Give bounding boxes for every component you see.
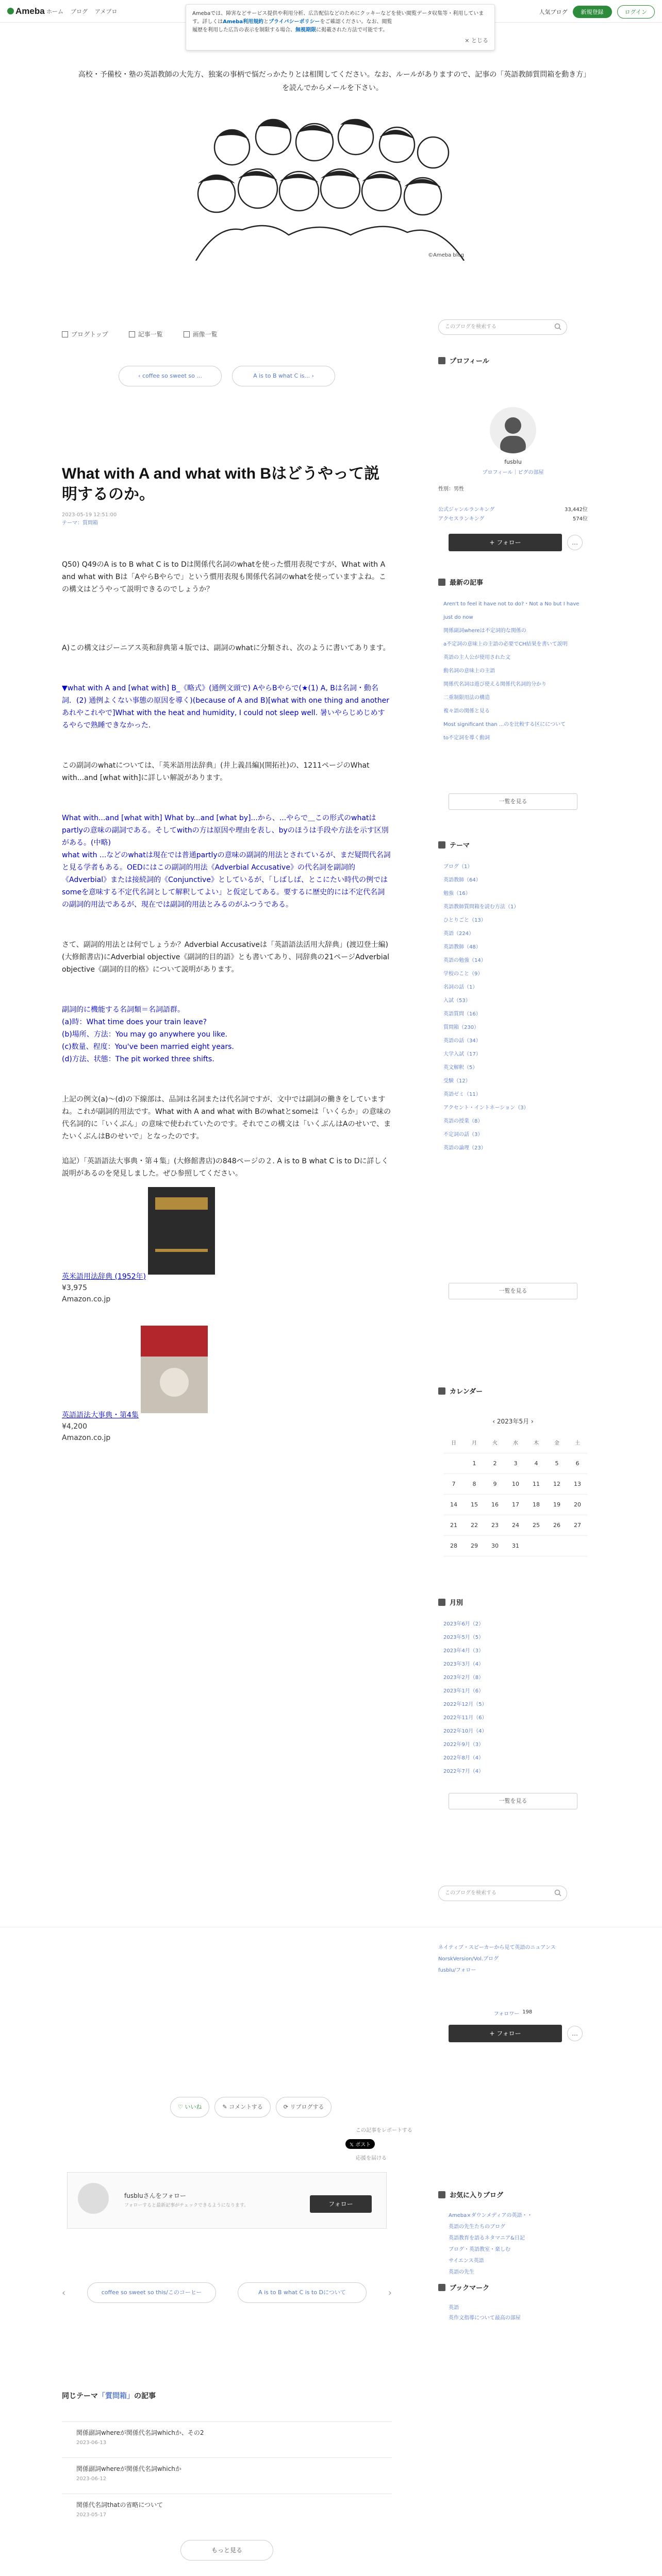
archive-item[interactable]: 2023年3月（4） [443,1662,484,1667]
followers-row[interactable] [438,2009,588,2017]
notice-text-3: と [263,19,269,25]
example-d: (d)方法、状態：The pit worked three shifts. [62,1055,214,1063]
example-b: (b)場所、方法：You may go anywhere you like. [62,1030,228,1039]
calendar-day [567,1535,588,1556]
theme-item[interactable]: 大学入試（17） [443,1052,481,1057]
theme-item[interactable]: 名詞の話（1） [443,985,478,990]
recent-icon [438,579,445,586]
calendar-day: 23 [485,1515,505,1535]
favorite-item[interactable]: 英語の先生 [449,2269,474,2275]
bookmark-list [449,2303,521,2324]
book-1-link[interactable]: 英米語用法辞典 (1952年) [62,1273,146,1281]
blog-nav [62,330,218,338]
prev-article-button[interactable]: ‹ coffee so sweet so ... [119,366,222,386]
paragraph-addendum: 追記）「英語語法大事典・第４集」(大修館書店)の848ページの２. A is to B what C is to Dに詳しく説明があるのを発見しました。ぜひ参照してください。 [62,1157,389,1178]
blog-description: 高校・予備校・塾の英語教師の大先方、独案の事柄で悩だっかたりとは相関してください。なお、ルールがありますので、記事の「英語教師質問箱を動き方」を読んでからメールを下さい。 [78,71,587,92]
calendar-heading [438,1386,483,1396]
calendar-day: 26 [547,1515,567,1535]
follow-card [67,2172,387,2229]
theme-icon [438,841,445,849]
calendar-day: 15 [464,1494,485,1515]
archive-item[interactable]: 2023年6月（2） [443,1621,484,1627]
calendar-week [443,1453,588,1473]
theme-heading [438,840,470,850]
comment-button[interactable]: ✎ コメントする [214,2097,270,2117]
profile-avatar[interactable] [490,407,536,453]
theme-item[interactable]: ブログ（1） [443,864,473,870]
archive-heading-label: 月別 [450,1599,464,1607]
next-mid-label: A is to B what C is to Dについて [258,2289,346,2296]
cookie-notice [186,4,495,50]
notice-close-label: とじる [471,37,488,44]
calendar-day: 1 [464,1453,485,1473]
paragraph-usage-quote-2: what with ...などのwhatは現在では普通partlyの意味の副詞的用法とされているが、まだ疑問代名詞と見る学者もある。OEDにはこの副詞的用法《Adverbial Accusative》の代名詞を副詞的《Adverbial》または接続詞的《Conjunctive》としているが、「しばしば、とこにたい時代の例ではsomeを意味する不定代名詞として解釈してよい」と仮定してある。要するに歴史的には不定代名詞の副詞的用法であるが、現在では副詞的用法とみるのがふつうである。 [62,851,391,909]
calendar-weekdays [443,1432,588,1453]
prev-article-button-mid[interactable] [87,2282,216,2303]
calendar-day: 2 [485,1453,505,1473]
paragraph-adverbial: さて、副詞的用法とは何でしょうか？Adverbial Accusativeは「英語語法活用大辞典」(渡辺登士編)(大修館書店)にAdverbial objective《副詞的目的語》とも書いてあり、同辞典の21ページAdverbial objective《副詞的目的格》について説明があります。 [62,941,390,974]
more-options-button[interactable]: … [567,535,583,550]
calendar-day: 22 [464,1515,485,1535]
related-date: 2023-06-13 [76,2440,107,2446]
calendar-day: 3 [505,1453,526,1473]
followers-count: 198 [522,2009,533,2015]
calendar-icon [438,1387,445,1395]
calendar-day: 28 [443,1535,464,1556]
calendar-day: 17 [505,1494,526,1515]
like-label: いいね [185,2104,202,2110]
list-item[interactable] [62,2458,392,2494]
archive-item[interactable]: 2022年10月（4） [443,1728,487,1734]
search-placeholder: このブログを検索する [445,324,496,330]
theme-item[interactable]: 英語の話（34） [443,1038,481,1044]
next-article-button-mid[interactable] [238,2282,367,2303]
search-icon [554,1889,561,1896]
calendar-day: 5 [547,1453,567,1473]
related-date: 2023-05-17 [76,2512,107,2518]
calendar-day: 11 [526,1473,547,1494]
theme-list [443,860,583,1155]
bookmark-item[interactable]: 英語 [449,2305,459,2311]
reblog-label: リブログする [290,2104,324,2110]
theme-item[interactable]: 英語の論理（23） [443,1145,486,1151]
related-title: 関係副詞whereが関係代名詞whichか [76,2465,181,2472]
sidebar-link[interactable]: NorskVersion/Vol.ブログ [438,1956,499,1962]
recent-item[interactable]: 二重制限用法の構造 [443,695,490,701]
example-list [62,1004,392,1065]
book-card-1[interactable] [62,1187,392,1305]
login-button[interactable]: ログイン [617,5,655,19]
image-list-link[interactable] [184,330,218,338]
weekday-label: 土 [567,1432,588,1453]
recent-item[interactable]: a不定詞の意味上の主語の必要でCH結果を書いて説明 [443,641,568,647]
archive-item[interactable]: 2022年8月（4） [443,1755,484,1761]
calendar-day: 9 [485,1473,505,1494]
calendar-day: 19 [547,1494,567,1515]
related-more-button[interactable]: もっと見る [180,2540,273,2561]
blog-top-link[interactable] [62,330,108,338]
search-placeholder-2: このブログを検索する [445,1890,496,1896]
calendar-day: 21 [443,1515,464,1535]
favorites-list [449,2210,588,2278]
calendar-week [443,1473,588,1494]
sidebar-follow-label: フォロー [496,539,521,546]
recent-more-button[interactable]: 一覧を見る [449,793,577,810]
related-heading [62,2391,156,2401]
recent-item[interactable]: Most significant than ...のを比較する区にについて [443,722,566,727]
x-post-label: ポスト [355,2142,371,2148]
article-list-label: 記事一覧 [138,331,163,338]
avatar-image [490,407,536,453]
like-button[interactable]: ♡ いいね [170,2097,209,2117]
nav-home[interactable]: ホーム [46,8,63,15]
popular-blogs-link[interactable]: 人気ブログ [539,9,568,15]
recent-item[interactable]: 関係副詞whereは不定詞的な関係の [443,628,526,634]
illustration-caption: ©Ameba blog [428,252,464,258]
favorites-heading-label: お気に入りブログ [450,2192,504,2199]
recent-item[interactable]: to不定詞を導く動詞 [443,735,490,741]
example-c: (c)数量、程度：You've been married eight years. [62,1043,234,1051]
weekday-label: 水 [505,1432,526,1453]
related-title: 関係代名詞thatの省略について [76,2501,163,2509]
profile-icon [438,357,445,364]
book-1-price: ¥3,975 [62,1284,87,1292]
recent-list [443,598,583,745]
bookmark-icon [438,2284,445,2291]
theme-item[interactable]: ひとりごと（13） [443,918,486,923]
home-icon [62,331,68,337]
archive-list [443,1618,583,1778]
comment-label: コメントする [229,2104,263,2110]
paragraph-reference: この副詞のwhatについては、「英米語用法辞典」(井上義昌編)(開拓社)の、1211ページのWhat with...and [what with]に詳しい解説があります。 [62,761,370,782]
book-2-cover-image [141,1326,208,1413]
notice-text-6: に掲載された方法で可能です。 [316,27,388,33]
notice-text-2: 等・利用しています。詳しくは [192,11,484,25]
article [62,464,392,1444]
theme-item[interactable]: 入試（53） [443,998,471,1004]
pager-top [119,366,335,386]
calendar-week [443,1515,588,1535]
prev-mid-label: coffee so sweet so this/このコーヒー [101,2289,202,2296]
theme-item[interactable]: 英語教師（64） [443,877,481,883]
recent-heading-label: 最新の記事 [450,579,484,587]
sidebar-search-input[interactable] [438,319,567,335]
calendar-month-label: 2023年5月 [496,1418,529,1425]
more-options-button-2[interactable]: … [567,2026,583,2041]
notice-text-1: Amebaでは、障害などサービス提供や利用分析、広告配信などのためにクッキーなどを使い閲覧データ収集 [192,11,443,16]
theme-item[interactable]: 受験（12） [443,1078,471,1084]
recent-item[interactable]: Aren't to feel it have not to do?・Not a No but I have just do now [443,601,580,620]
theme-item[interactable]: 英語質問（16） [443,1011,481,1017]
theme-item[interactable]: 英語ゼミ（11） [443,1092,481,1097]
calendar-week [443,1494,588,1515]
archive-heading [438,1597,463,1607]
weekday-label: 火 [485,1432,505,1453]
favorite-item[interactable]: サイエンス英語 [449,2258,484,2264]
profile-name[interactable]: fusblu [504,459,522,465]
ranking-value: 33,442位 [565,507,588,513]
article-date: 2023-05-19 12:51:00 [62,512,117,518]
logo-text: Ameba [15,6,45,16]
paragraph-answer: A)この構文はジーニアス英和辞典第４版では、副詞のwhatに分類され、次のように書いてあります。 [62,644,390,652]
ranking-row[interactable] [438,505,588,513]
related-theme-link[interactable]: 「質問箱」 [98,2392,134,2400]
archive-more-button[interactable]: 一覧を見る [449,1793,577,1809]
terms-link[interactable]: Ameba利用規約 [223,19,264,25]
theme-item[interactable]: 学校のこと（9） [443,971,483,977]
favorites-heading [438,2190,503,2199]
sidebar-follow-label-2: フォロー [496,2030,521,2037]
list-icon [129,331,135,337]
calendar-day: 29 [464,1535,485,1556]
author-avatar[interactable] [78,2183,109,2214]
ameba-logo-icon [7,8,14,14]
optout-link[interactable]: 無視期限 [295,27,316,33]
calendar-day [526,1535,547,1556]
archive-item[interactable]: 2022年11月（6） [443,1715,487,1721]
calendar-day: 25 [526,1515,547,1535]
favorite-item[interactable]: Ameba×ダウンメディアの英語・・ [449,2213,533,2218]
privacy-link[interactable]: プライバシーポリシー [269,19,320,25]
profile-heading-label: プロフィール [450,358,489,365]
theme-item[interactable]: 英文解釈（5） [443,1065,478,1071]
recent-heading [438,577,483,587]
calendar-day: 16 [485,1494,505,1515]
paragraph-question: Q50) Q49のA is to B what C is to Dは関係代名詞のwhatを使った慣用表現ですが、What with A and what with Bは「AやらBやらで」という慣用表現も関係代名詞のwhatを使っていますよね。この構文はどうやって説明できるのでしょうか？ [62,561,386,594]
paragraph-dictionary-quote: ▼what with A and [what with] B_《略式》(通例文頭で) AやらBやらで(★(1) A, Bは名詞・動名詞．(2) 通例よくない事態の原因を導く)(because of A and B)[what with one thing and another あれやこれやで]What with the heat and humidity, I could not sleep well. 暑いやらじめじめするやらで熟睡できなかった. [62,684,389,730]
favorite-item[interactable]: ブログ・英語教室・楽しむ [449,2247,510,2252]
pager-mid [62,2282,392,2303]
calendar-day: 4 [526,1453,547,1473]
related-head-prefix: 同じテーマ [62,2392,98,2400]
prev-arrow-icon[interactable]: ‹ [62,2287,66,2298]
book-card-2[interactable] [62,1326,392,1444]
weekday-label: 金 [547,1432,567,1453]
archive-item[interactable]: 2022年7月（4） [443,1769,484,1774]
related-head-suffix: の記事 [134,2392,156,2400]
prev-article-label: coffee so sweet so ... [142,372,202,379]
ameba-logo[interactable] [7,6,45,16]
calendar-day [547,1535,567,1556]
sidebar-link[interactable]: fusblu/フォロー [438,1968,476,1973]
favorite-item[interactable]: 英語教育を語るネタマニア&日記 [449,2235,525,2241]
top-nav [46,7,117,15]
nav-blog[interactable]: ブログ [71,8,88,15]
calendar-day: 7 [443,1473,464,1494]
bookmark-heading-label: ブックマーク [450,2284,490,2292]
article-list-link[interactable] [129,330,163,338]
related-date: 2023-06-12 [76,2476,107,2482]
list-item[interactable] [62,2494,392,2530]
follow-card-button[interactable]: フォロー [310,2195,372,2213]
book-2-link[interactable]: 英語語法大事典・第4集 [62,1411,139,1419]
sidebar-links [438,1942,588,1976]
header-right [539,5,655,19]
notice-text-4: をご確認ください。なお、閲覧 [320,19,392,25]
calendar-table [443,1432,588,1556]
archive-item[interactable]: 2023年4月（3） [443,1648,484,1654]
archive-item[interactable]: 2022年9月（3） [443,1742,484,1748]
sidebar-link[interactable]: ネイティブ・スピーカーから見て英語のニュアンス [438,1945,556,1951]
blog-header-illustration [186,106,474,261]
sidebar-follow-button-2[interactable]: + フォロー [449,2025,562,2042]
profile-gender: 性別：男性 [438,486,464,492]
theme-item[interactable]: 英語の授業（8） [443,1118,483,1124]
theme-item[interactable]: 英語教師質問箱を読む方法（1） [443,904,519,910]
article-meta [62,511,392,528]
archive-item[interactable]: 2023年5月（5） [443,1635,484,1640]
theme-item[interactable]: 英語教師（48） [443,944,481,950]
cheer-link[interactable]: 応援を届ける [356,2156,387,2161]
book-2-store: Amazon.co.jp [62,1434,111,1442]
weekday-label: 木 [526,1432,547,1453]
archive-item[interactable]: 2022年12月（5） [443,1702,487,1707]
search-icon [554,323,561,330]
example-heading: 副詞的に機能する名詞類＝名詞語群。 [62,1006,185,1014]
next-article-label: A is to B what C is... [253,372,310,379]
blog-top-label: ブログトップ [71,331,108,338]
calendar-day: 13 [567,1473,588,1494]
weekday-label: 月 [464,1432,485,1453]
calendar-day: 6 [567,1453,588,1473]
sidebar-search-input-2[interactable] [438,1886,567,1901]
calendar-day: 12 [547,1473,567,1494]
theme-item[interactable]: 質問箱（230） [443,1025,479,1030]
favorites-icon [438,2191,445,2198]
report-link[interactable]: この記事をレポートする [356,2128,412,2133]
paragraph-explanation: 上記の例文(a)〜(d)の下線部は、品詞は名詞または代名詞ですが、文中では副詞の働きをしていますね。これが副詞的用法です。What with A and what with Bのwhatとsomeは「いくらか」の意味の代名詞的に「いくぶん」の意味で使われていたのです。それでこの構文は「いくぶんはAのせいで、またいくぶんはBのせいで」となったのです。 [62,1095,391,1141]
recent-item[interactable]: 動名詞の意味上の主語 [443,668,495,674]
paragraph-usage-quote: What with...and [what with] What by...and [what by]...から、...やらで＿この形式のwhatはpartlyの意味の副詞である。そしてwithの方は原因や理由を表し、byのほうは手段や方法を示す区別がある。(中略) [62,814,389,847]
calendar-day: 10 [505,1473,526,1494]
access-ranking-value: 574位 [572,516,588,522]
calendar-day: 20 [567,1494,588,1515]
notice-close-button[interactable]: × とじる [465,37,488,44]
x-post-button[interactable]: 𝕏 ポスト [345,2139,375,2149]
bookmark-item[interactable]: 英作文指導について最高の部屋 [449,2315,521,2321]
sidebar-follow-button[interactable]: + フォロー [449,534,562,551]
calendar-day: 18 [526,1494,547,1515]
recent-item[interactable]: 英語の主人公が使用された文 [443,655,510,660]
calendar-week [443,1535,588,1556]
calendar-heading-label: カレンダー [450,1388,483,1396]
archive-icon [438,1599,445,1606]
example-a: (a)時：What time does your train leave? [62,1018,207,1026]
notice-text-5: 履歴を利用した広告の表示を制限する場合、 [192,27,295,33]
calendar-day: 27 [567,1515,588,1535]
theme-item[interactable]: 不定詞の話（3） [443,1132,483,1138]
nav-amepro[interactable]: アメプロ [95,8,118,15]
recent-item[interactable]: 複々語の関係と見る [443,708,490,714]
book-2-price: ¥4,200 [62,1422,87,1431]
favorite-item[interactable]: 英語の先生たちのブログ [449,2224,505,2230]
profile-heading [438,355,489,365]
related-list [62,2421,392,2530]
archive-item[interactable]: 2023年2月（8） [443,1675,484,1681]
reblog-button[interactable]: ⟳ リブログする [276,2097,332,2117]
calendar-day: 8 [464,1473,485,1494]
theme-item[interactable]: 英語（224） [443,931,474,937]
image-list-label: 画像一覧 [192,331,218,338]
theme-more-button[interactable]: 一覧を見る [449,1283,577,1299]
article-actions [170,2097,332,2117]
theme-item[interactable]: アクセント・イントネーション（3） [443,1105,529,1111]
book-1-store: Amazon.co.jp [62,1295,111,1303]
access-ranking-label: アクセスランキング [438,516,485,522]
theme-heading-label: テーマ [450,842,470,850]
article-title: What with A and what with Bはどうやって説明するのか。 [62,465,380,503]
theme-item[interactable]: 勉強（16） [443,891,471,896]
calendar-day: 30 [485,1535,505,1556]
calendar-day: 14 [443,1494,464,1515]
weekday-label: 日 [443,1432,464,1453]
archive-item[interactable]: 2023年1月（6） [443,1688,484,1694]
theme-item[interactable]: 英語の勉強（14） [443,958,486,963]
calendar-day: 31 [505,1535,526,1556]
article-theme[interactable]: テーマ：質問箱 [62,520,98,526]
profile-links[interactable]: プロフィール｜ピグの部屋 [482,470,544,476]
calendar-day: 24 [505,1515,526,1535]
follow-card-name: fusbluさんをフォロー [124,2192,187,2199]
register-button[interactable]: 新規登録 [573,6,612,18]
book-1-cover-image [148,1187,215,1275]
calendar-day [443,1453,464,1473]
followers-label: フォロワー [493,2011,520,2017]
access-ranking-row[interactable] [438,514,588,522]
camera-icon [184,331,190,337]
next-arrow-icon[interactable]: › [388,2287,392,2298]
bookmark-heading [438,2282,489,2292]
ranking-label: 公式ジャンルランキング [438,507,495,513]
related-title: 関係副詞whereが関係代名詞whichか、その2 [76,2429,204,2436]
recent-item[interactable]: 関係代名詞は遊び使える関係代名詞的分かり [443,682,547,687]
follow-card-desc: フォローすると最新記事がチェックできるようになります。 [124,2203,249,2208]
calendar-month: ‹ 2023年5月 › [492,1418,534,1425]
next-article-button[interactable]: A is to B what C is... › [232,366,335,386]
list-item[interactable] [62,2421,392,2458]
